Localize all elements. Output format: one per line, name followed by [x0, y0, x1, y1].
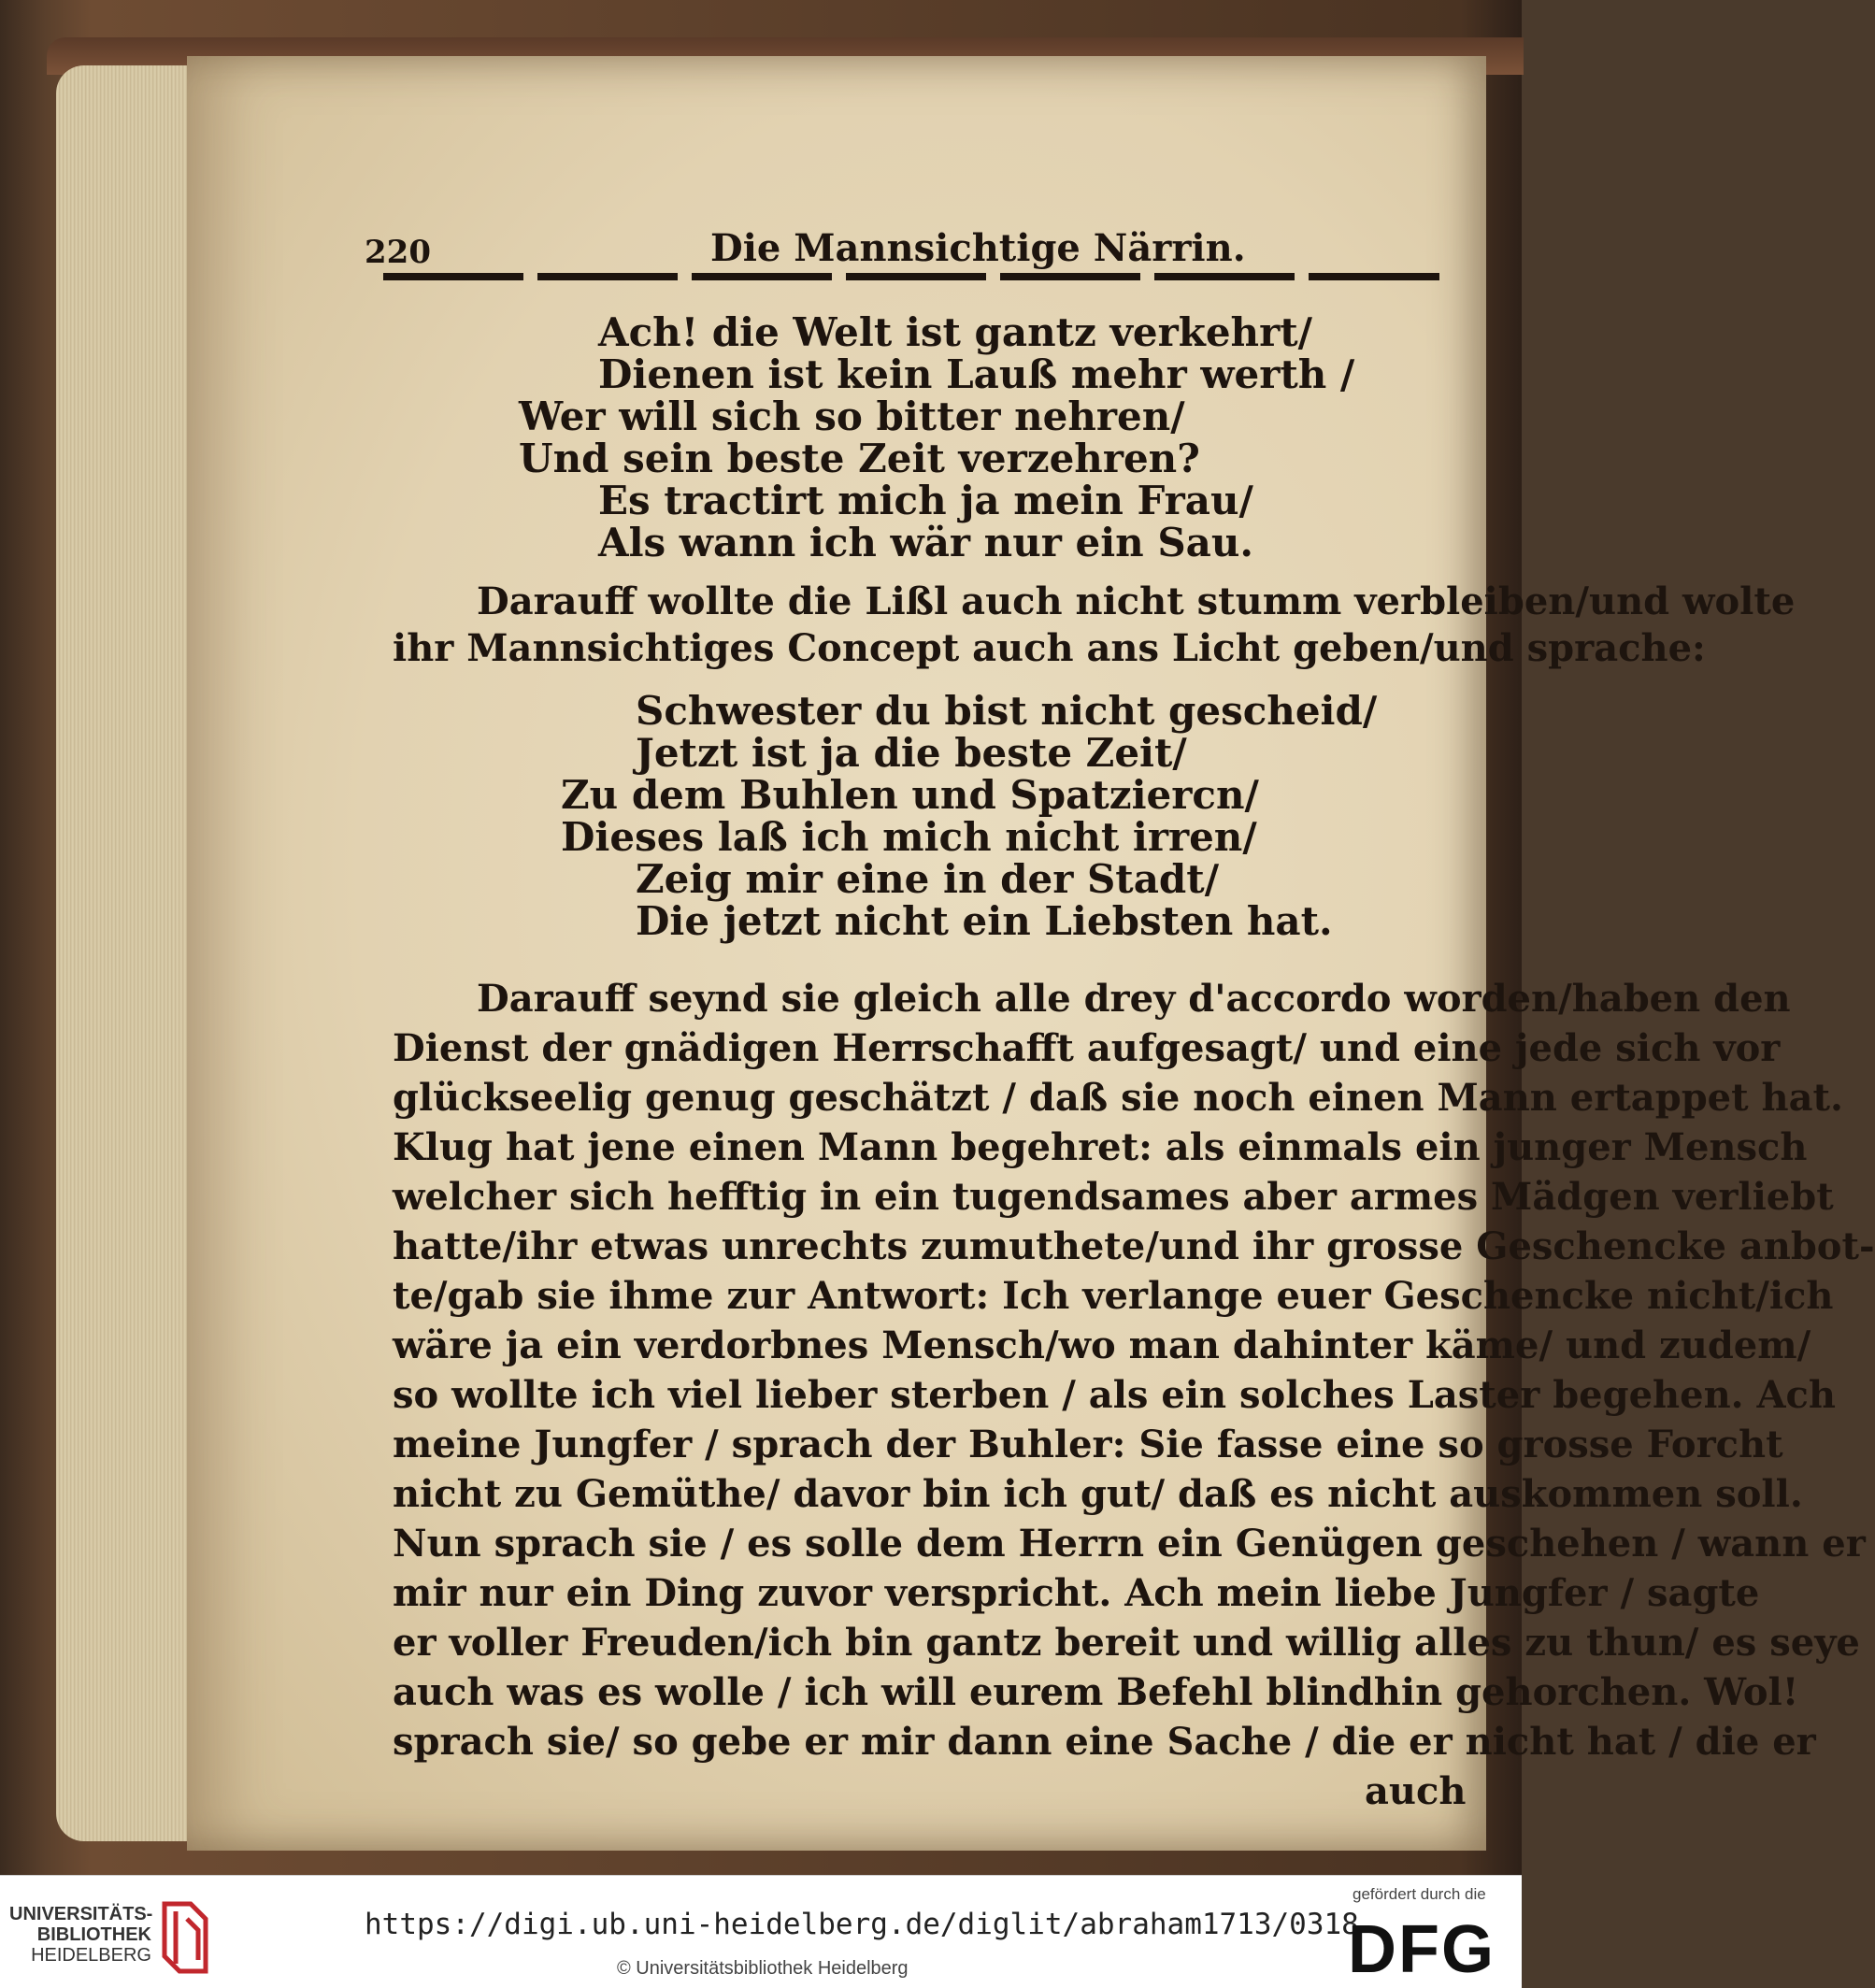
verse-line: Es tractirt mich ja mein Frau/: [598, 478, 1253, 523]
text-line: auch was es wolle / ich will eurem Befehl blindhin gehorchen. Wol!: [393, 1670, 1799, 1714]
text-line: glückseelig genug geschätzt / daß sie noch einen Mann ertappet hat.: [393, 1076, 1843, 1120]
verse-line: Dieses laß ich mich nicht irren/: [561, 814, 1257, 860]
text-line: sprach sie/ so gebe er mir dann eine Sache / die er nicht hat / die er: [393, 1720, 1816, 1764]
copyright-notice: © Universitätsbibliothek Heidelberg: [617, 1958, 909, 1979]
text-line: so wollte ich viel lieber sterben / als ein solches Laster begehen. Ach: [393, 1373, 1836, 1417]
running-head: Die Mannsichtige Närrin.: [710, 226, 1246, 270]
logo-line: UNIVERSITÄTS-: [9, 1904, 153, 1924]
funding-caption: gefördert durch die: [1353, 1885, 1486, 1903]
verse-line: Zeig mir eine in der Stadt/: [636, 856, 1220, 902]
library-logo-text: [9, 1904, 151, 1966]
text-line: Darauff wollte die Lißl auch nicht stumm verbleiben/und wolte: [477, 579, 1796, 623]
verse-line: Wer will sich so bitter nehren/: [519, 393, 1185, 439]
verse-line: Jetzt ist ja die beste Zeit/: [636, 730, 1187, 776]
text-line: wäre ja ein verdorbnes Mensch/wo man dahinter käme/ und zudem/: [393, 1323, 1811, 1367]
text-line: mir nur ein Ding zuvor verspricht. Ach mein liebe Jungfer / sagte: [393, 1571, 1760, 1615]
verse-line: Als wann ich wär nur ein Sau.: [598, 520, 1254, 565]
verse-line: Zu dem Buhlen und Spatziercn/: [561, 772, 1259, 818]
verse-line: Die jetzt nicht ein Liebsten hat.: [636, 898, 1333, 944]
logo-line: BIBLIOTHEK: [36, 1924, 151, 1945]
verse-line: Schwester du bist nicht gescheid/: [636, 688, 1378, 734]
viewer-footer: [0, 1875, 1522, 1988]
text-line: welcher sich hefftig in ein tugendsames aber armes Mädgen verliebt: [393, 1175, 1834, 1219]
text-line: Klug hat jene einen Mann begehret: als einmals ein junger Mensch: [393, 1125, 1808, 1169]
text-line: Darauff seynd sie gleich alle drey d'accordo worden/haben den: [477, 977, 1791, 1021]
text-line: meine Jungfer / sprach der Buhler: Sie fasse eine so grosse Forcht: [393, 1423, 1783, 1466]
verse-line: Und sein beste Zeit verzehren?: [519, 436, 1200, 481]
text-line: nicht zu Gemüthe/ davor bin ich gut/ daß es nicht auskommen soll.: [393, 1472, 1803, 1516]
page-number: 220: [365, 234, 431, 271]
header-rule: [383, 273, 1439, 280]
verse-line: Ach! die Welt ist gantz verkehrt/: [598, 309, 1312, 355]
text-line: Dienst der gnädigen Herrschafft aufgesagt/ und eine jede sich vor: [393, 1026, 1781, 1070]
text-line: ihr Mannsichtiges Concept auch ans Licht geben/und sprache:: [393, 626, 1706, 670]
book-page: [187, 56, 1875, 1851]
permalink-url[interactable]: https://digi.ub.uni-heidelberg.de/diglit/abraham1713/0318: [365, 1908, 1359, 1941]
verse-line: Dienen ist kein Lauß mehr werth /: [598, 351, 1355, 397]
text-line: Nun sprach sie / es solle dem Herrn ein Genügen geschehen / wann er: [393, 1522, 1866, 1566]
catchword: auch: [1365, 1769, 1467, 1813]
dfg-logo: DFG: [1348, 1912, 1496, 1987]
logo-line: HEIDELBERG: [31, 1945, 151, 1966]
text-line: hatte/ihr etwas unrechts zumuthete/und ihr grosse Geschencke anbot-: [393, 1224, 1875, 1268]
text-line: er voller Freuden/ich bin gantz bereit und willig alles zu thun/ es seye: [393, 1621, 1860, 1665]
text-line: te/gab sie ihme zur Antwort: Ich verlange euer Geschencke nicht/ich: [393, 1274, 1834, 1318]
library-logo-icon: [159, 1898, 219, 1977]
